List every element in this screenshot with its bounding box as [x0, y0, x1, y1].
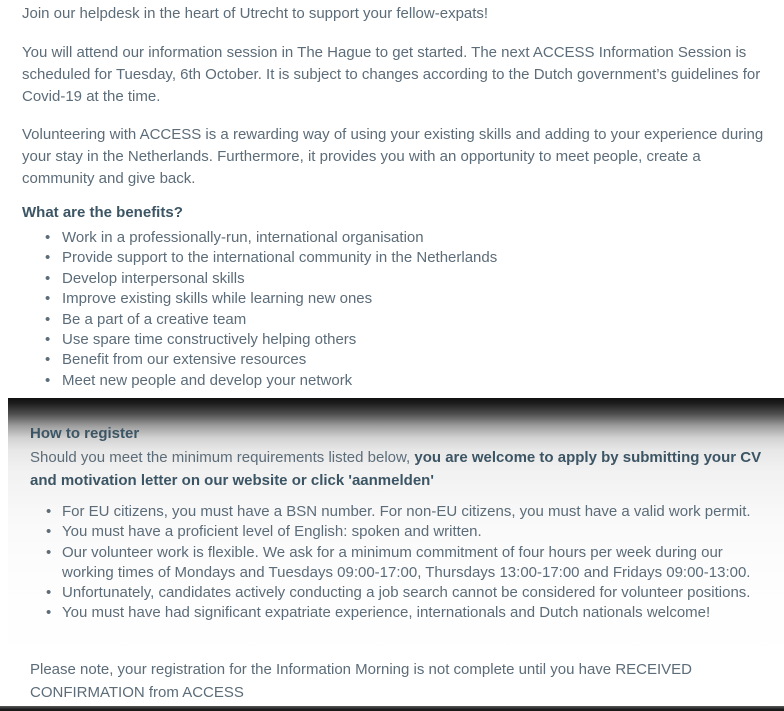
benefit-item: • Use spare time constructively helping others: [22, 330, 764, 350]
volunteering-paragraph: Volunteering with ACCESS is a rewarding way of using your existing skills and adding to your experience during your stay in the Netherlands. Furthermore, it provides you with an opportunity to meet people, create a community and give back.: [22, 126, 764, 187]
benefit-item: • Develop interpersonal skills: [22, 269, 764, 289]
benefit-item: • Be a part of a creative team: [22, 310, 764, 330]
benefit-item: • Provide support to the international community in the Netherlands: [22, 248, 764, 268]
register-intro-bold: you are welcome to apply by submitting your CV and motivation letter on our website or click 'aanmelden': [30, 449, 762, 489]
benefit-item: • Benefit from our extensive resources: [22, 350, 764, 370]
register-section: [8, 398, 784, 711]
benefits-list: [22, 228, 764, 391]
confirmation-note: Please note, your registration for the Information Morning is not complete until you have RECEIVED CONFIRMATION from ACCESS: [30, 660, 692, 701]
benefit-item: • Work in a professionally-run, international organisation: [22, 228, 764, 248]
requirement-item: • You must have a proficient level of English: spoken and written.: [30, 522, 762, 542]
register-intro-regular: Should you meet the minimum requirements listed below,: [30, 449, 415, 466]
benefits-heading: What are the benefits?: [22, 204, 183, 221]
requirement-item: • You must have had significant expatriate experience, internationals and Dutch nationals welcome!: [30, 603, 762, 623]
bottom-divider-bar: [0, 706, 784, 711]
requirements-list: [30, 502, 762, 624]
benefit-item: • Improve existing skills while learning new ones: [22, 289, 764, 309]
register-heading: How to register: [30, 425, 140, 442]
register-intro: [30, 446, 762, 492]
requirement-item: • For EU citizens, you must have a BSN number. For non-EU citizens, you must have a valid work permit.: [30, 502, 762, 522]
session-notice: You will attend our information session in The Hague to get started. The next ACCESS Information Session is scheduled for Tuesday, 6th October. It is subject to changes according to the Dutch government’s guidelines for Covid-19 at the time.: [22, 44, 761, 105]
requirement-item: • Unfortunately, candidates actively conducting a job search cannot be considered for volunteer positions.: [30, 583, 762, 603]
intro-line: Join our helpdesk in the heart of Utrecht to support your fellow-expats!: [22, 5, 489, 22]
requirement-item: • Our volunteer work is flexible. We ask for a minimum commitment of four hours per week during our working times of Mondays and Tuesdays 09:00-17:00, Thursdays 13:00-17:00 and Fridays 09:00-13:00.: [30, 543, 762, 584]
benefit-item: • Meet new people and develop your network: [22, 371, 764, 391]
